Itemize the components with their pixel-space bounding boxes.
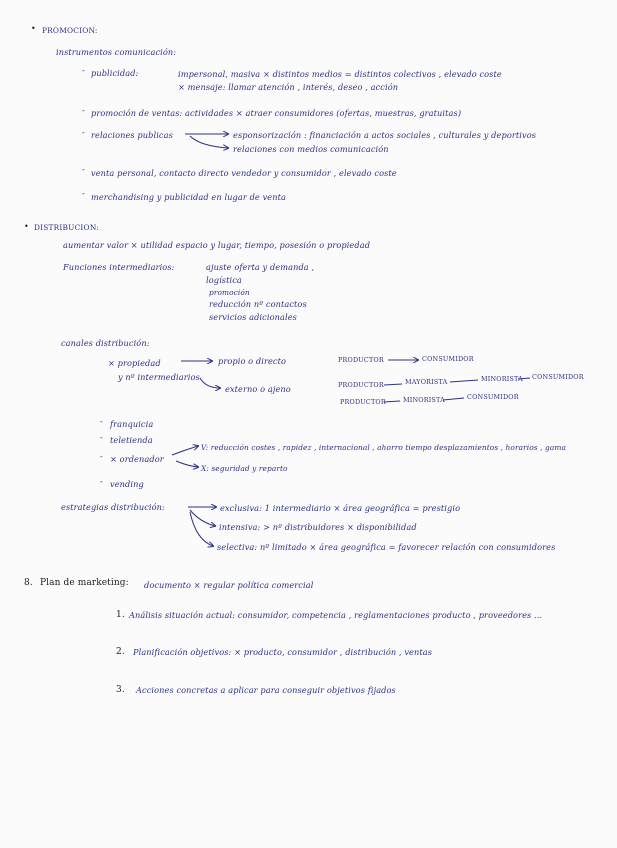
funcion-item: reducción nº contactos	[209, 299, 307, 309]
minorista-label: MINORISTA	[403, 396, 445, 404]
consumidor-label: CONSUMIDOR	[422, 355, 474, 363]
funcion-item: servicios adicionales	[209, 312, 297, 322]
arrow	[190, 512, 213, 546]
relaciones-label: relaciones publicas	[91, 130, 173, 140]
bullet-dot: •	[31, 24, 36, 33]
consumidor-label: CONSUMIDOR	[532, 373, 584, 381]
publicidad-label: publicidad:	[91, 68, 139, 78]
arrow	[190, 136, 228, 148]
arrow	[450, 380, 478, 382]
ordenador-text: × ordenador	[110, 454, 164, 464]
franquicia-text: franquicia	[110, 419, 154, 429]
plan-item-number: 1.	[116, 610, 125, 620]
funcion-item: promoción	[209, 288, 250, 297]
productor-label: PRODUCTOR	[340, 398, 386, 406]
distribucion-title: DISTRIBUCION:	[34, 223, 99, 232]
propio-directo-text: propio o directo	[218, 356, 287, 366]
funcion-item: ajuste oferta y demanda ,	[206, 262, 315, 272]
externo-ajeno-text: externo o ajeno	[225, 384, 291, 394]
plan-item-number: 2.	[116, 647, 125, 657]
consumidor-label: CONSUMIDOR	[467, 393, 519, 401]
funciones-label: Funciones intermediarios:	[63, 262, 175, 272]
arrow	[176, 461, 198, 467]
arrow	[172, 446, 198, 455]
aumentar-valor-text: aumentar valor × utilidad espacio y lugar, tiempo, posesión o propiedad	[63, 240, 371, 250]
arrow	[384, 401, 400, 402]
plan-item-text: Análisis situación actual: consumidor, competencia , reglamentaciones producto , proveedores ...	[129, 610, 543, 620]
inconvenientes-text: X: seguridad y reparto	[201, 464, 288, 473]
plan-item-number: 3.	[116, 685, 125, 695]
intermediarios-label: y nº intermediarios	[118, 372, 200, 382]
ventajas-text: V: reducción costes , rapidez , internacional , ahorro tiempo desplazamientos , horarios , gama	[201, 443, 566, 452]
plan-number: 8.	[24, 578, 33, 588]
plan-item-text: Acciones concretas a aplicar para conseguir objetivos fijados	[136, 685, 396, 695]
estrategias-label: estrategias distribución:	[61, 502, 165, 512]
plan-title: Plan de marketing:	[40, 578, 129, 588]
esponsorizacion-text: esponsorización : financiación a actos sociales , culturales y deportivos	[233, 130, 537, 140]
canales-label: canales distribución:	[61, 338, 150, 348]
intensiva-text: intensiva: > nº distribuidores × disponibilidad	[219, 522, 417, 532]
dash-bullet: -	[100, 417, 103, 426]
arrow	[518, 378, 530, 379]
productor-label: PRODUCTOR	[338, 381, 384, 389]
instrumentos-label: instrumentos comunicación:	[56, 47, 177, 57]
promocion-ventas-text: promoción de ventas: actividades × atraer consumidores (ofertas, muestras, gratuitas)	[91, 108, 462, 118]
venta-personal-text: venta personal, contacto directo vendedor y consumidor , elevado coste	[91, 168, 397, 178]
minorista-label: MINORISTA	[481, 375, 523, 383]
vending-text: vending	[110, 479, 144, 489]
dash-bullet: -	[100, 477, 103, 486]
productor-label: PRODUCTOR	[338, 356, 384, 364]
exclusiva-text: exclusiva: 1 intermediario × área geográfica = prestigio	[220, 503, 461, 513]
arrow	[443, 398, 464, 400]
merchandising-text: merchandising y publicidad en lugar de venta	[91, 192, 286, 202]
dash-bullet: -	[100, 433, 103, 442]
teletienda-text: teletienda	[110, 435, 153, 445]
plan-item-text: Planificación objetivos: × producto, consumidor , distribución , ventas	[133, 647, 433, 657]
funcion-item: logística	[206, 275, 242, 285]
relaciones-medios-text: relaciones con medios comunicación	[233, 144, 389, 154]
dash-bullet: -	[82, 106, 85, 115]
bullet-dot: •	[24, 222, 29, 231]
selectiva-text: selectiva: nº limitado × área geográfica = favorecer relación con consumidores	[217, 542, 556, 552]
dash-bullet: -	[82, 189, 85, 198]
plan-description: documento × regular política comercial	[144, 580, 314, 590]
propiedad-label: × propiedad	[108, 358, 161, 368]
dash-bullet: -	[82, 66, 85, 75]
publicidad-text: impersonal, masiva × distintos medios = distintos colectivos , elevado coste	[178, 69, 502, 79]
arrow	[384, 384, 402, 385]
dash-bullet: -	[100, 452, 103, 461]
mayorista-label: MAYORISTA	[405, 378, 448, 386]
arrow	[200, 378, 220, 388]
promocion-title: PROMOCION:	[42, 26, 98, 35]
dash-bullet: -	[82, 165, 85, 174]
dash-bullet: -	[82, 128, 85, 137]
mensaje-text: × mensaje: llamar atención , interés, deseo , acción	[178, 82, 399, 92]
